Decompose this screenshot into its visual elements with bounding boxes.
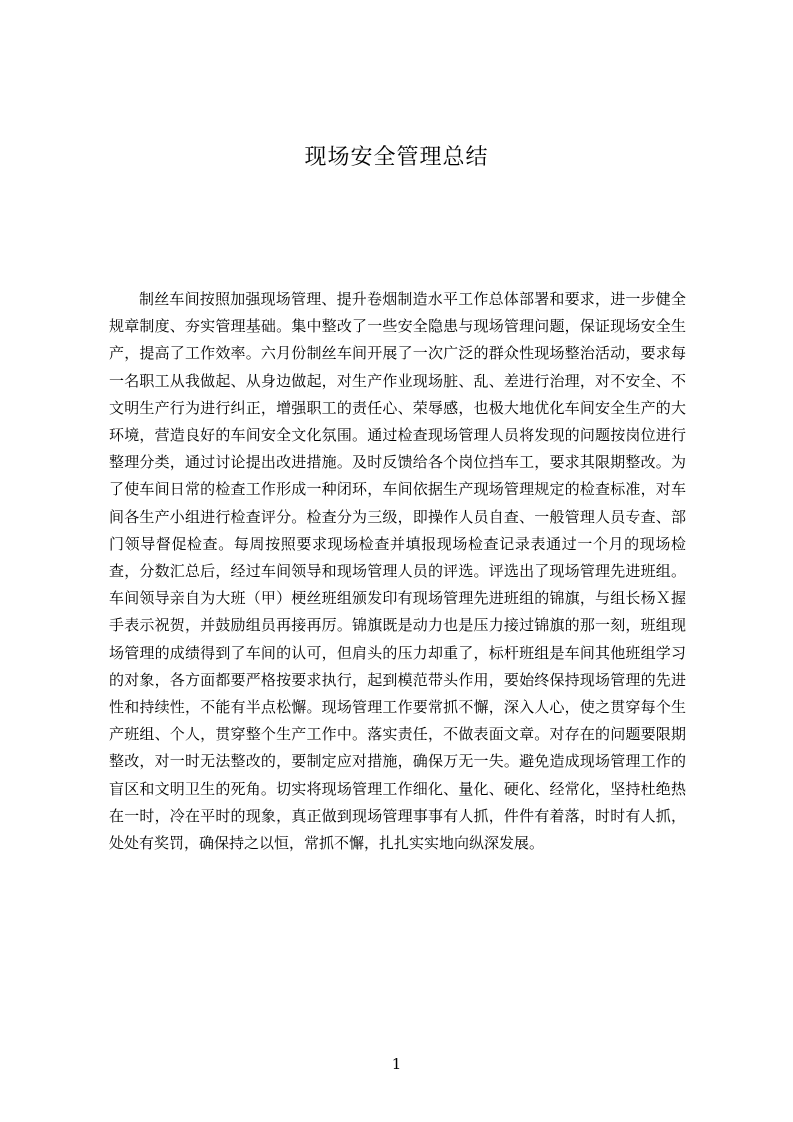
page-number: 1 <box>391 1055 402 1073</box>
page-title: 现场安全管理总结 <box>304 145 489 170</box>
body-paragraph: 制丝车间按照加强现场管理、提升卷烟制造水平工作总体部署和要求，进一步健全规章制度、夯实管理基础。集中整改了一些安全隐患与现场管理问题，保证现场安全生产，提高了工作效率。六月份制丝车间开展了一次广泛的群众性现场整治活动，要求每一名职工从我做起、从身边做起，对生产作业现场脏、乱、差进行治理，对不安全、不文明生产行为进行纠正，增强职工的责任心、荣辱感，也极大地优化车间安全生产的大环境，营造良好的车间安全文化氛围。通过检查现场管理人员将发现的问题按岗位进行整理分类，通过讨论提出改进措施。及时反馈给各个岗位挡车工，要求其限期整改。为了使车间日常的检查工作形成一种闭环，车间依据生产现场管理规定的检查标准，对车间各生产小组进行检查评分。检查分为三级，即操作人员自查、一般管理人员专查、部门领导督促检查。每周按照要求现场检查并填报现场检查记录表通过一个月的现场检查，分数汇总后，经过车间领导和现场管理人员的评选。评选出了现场管理先进班组。车间领导亲自为大班（甲）梗丝班组颁发印有现场管理先进班组的锦旗，与组长杨Ｘ握手表示祝贺，并鼓励组员再接再厉。锦旗既是动力也是压力接过锦旗的那一刻，班组现场管理的成绩得到了车间的认可，但肩头的压力却重了，标杆班组是车间其他班组学习的对象，各方面都要严格按要求执行，起到模范带头作用，要始终保持现场管理的先进性和持续性，不能有半点松懈。现场管理工作要常抓不懈，深入人心，使之贯穿每个生产班组、个人，贯穿整个生产工作中。落实责任，不做表面文章。对存在的问题要限期整改，对一时无法整改的，要制定应对措施，确保万无一失。避免造成现场管理工作的盲区和文明卫生的死角。切实将现场管理工作细化、量化、硬化、经常化，坚持杜绝热在一时，冷在平时的现象，真正做到现场管理事事有人抓，件件有着落，时时有人抓，处处有奖罚，确保持之以恒，常抓不懈，扎扎实实地向纵深发展。 <box>109 290 686 853</box>
